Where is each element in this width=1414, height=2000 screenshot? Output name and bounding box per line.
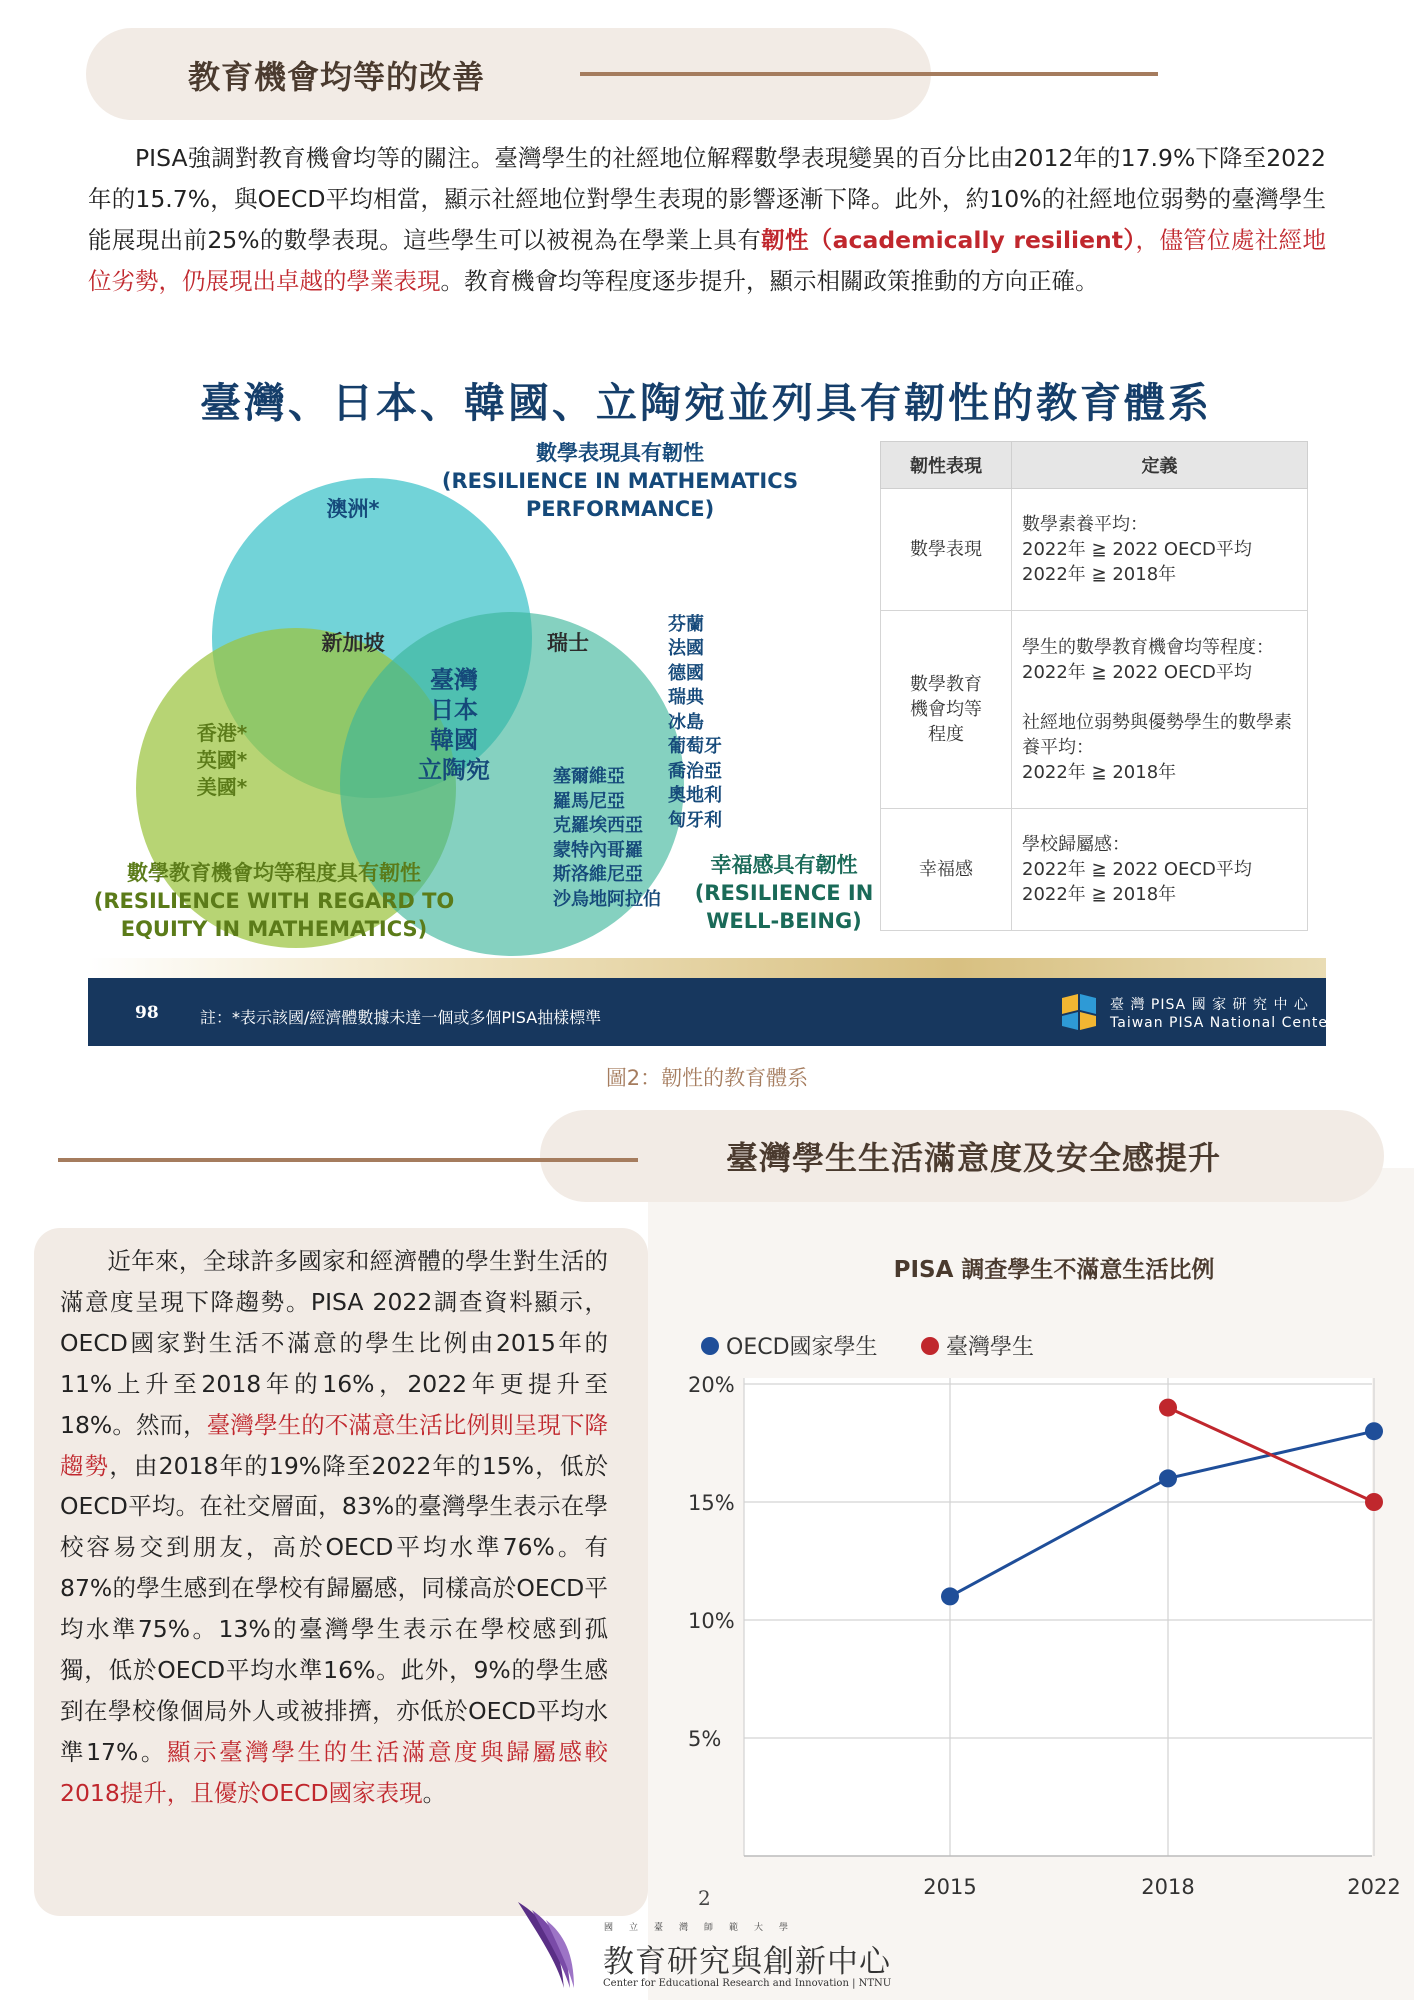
math-label-en2: PERFORMANCE) <box>525 497 715 521</box>
table-row <box>881 809 1308 931</box>
body-text-1: 近年來，全球許多國家和經濟體的學生對生活的滿意度呈現下降趨勢。PISA 2022調查資料顯示，OECD國家對生活不滿意的學生比例由2015年的11%上升至2018年的16%，2022年更提升至18%。然而， <box>60 1247 608 1439</box>
venn-diagram <box>88 428 878 958</box>
page-number: 2 <box>698 1886 711 1910</box>
country-sweden: 瑞典 <box>668 687 704 708</box>
country-uk: 英國* <box>196 748 248 772</box>
wellbeing-label-en2: WELL-BEING) <box>706 909 862 933</box>
legend-label: 臺灣學生 <box>946 1335 1035 1360</box>
country-croatia: 克羅埃西亞 <box>553 815 643 836</box>
dissatisfaction-line-chart <box>648 1240 1414 1900</box>
legend-label: OECD國家學生 <box>726 1335 878 1360</box>
infographic-gold-bar <box>88 958 1326 978</box>
wellbeing-label-en1: (RESILIENCE IN <box>694 881 874 905</box>
country-iceland: 冰島 <box>668 712 704 733</box>
equity-label-en2: EQUITY IN MATHEMATICS) <box>120 917 428 941</box>
infographic-page-number: 98 <box>135 1003 159 1023</box>
table-header-definition: 定義 <box>1012 442 1308 489</box>
x-tick-label: 2022 <box>1347 1875 1401 1899</box>
body-text-2: ，由2018年的19%降至2022年的15%，低於OECD平均。在社交層面，83%的臺灣學生表示在學校容易交到朋友，高於OECD平均水準76%。有87%的學生感到在學校有歸屬感，同樣高於OECD平均水準75%。13%的臺灣學生表示在學校感到孤獨，低於OECD平均水準16%。此外，9%的學生感到在學校像個局外人或被排擠，亦低於OECD平均水準17%。 <box>60 1451 609 1766</box>
ceri-wing-logo-icon <box>514 1900 598 1992</box>
equity-label-cn: 數學教育機會均等程度具有韌性 <box>127 861 421 885</box>
country-korea: 韓國 <box>430 726 478 754</box>
country-japan: 日本 <box>430 696 478 724</box>
country-slovenia: 斯洛維尼亞 <box>553 864 643 885</box>
section1-title: 教育機會均等的改善 <box>188 58 486 96</box>
table-row <box>881 489 1308 611</box>
intro-highlight: ，儘管位處社經地位劣勢，仍展現出卓越的學業表現 <box>88 226 1327 295</box>
body-highlight-2: 顯示臺灣學生的生活滿意度與歸屬感較2018提升，且優於OECD國家表現 <box>60 1737 609 1807</box>
intro-text-2: 。教育機會均等程度逐步提升，顯示相關政策推動的方向正確。 <box>440 267 1099 295</box>
ceri-university-name: 國立臺灣師範大學 <box>604 1923 805 1933</box>
infographic-footnote: 註：*表示該國/經濟體數據未達一個或多個PISA抽樣標準 <box>200 1008 602 1027</box>
pisa-center-name-cn: 臺 灣 PISA 國 家 研 究 中 心 <box>1110 997 1309 1013</box>
table-cell-definition: 學校歸屬感： 2022年 ≧ 2022 OECD平均 2022年 ≧ 2018年 <box>1012 809 1308 931</box>
country-saudi-arabia: 沙烏地阿拉伯 <box>553 889 661 910</box>
legend-marker <box>701 1337 719 1355</box>
country-france: 法國 <box>668 638 704 659</box>
section1-divider <box>580 72 1158 76</box>
country-austria: 奧地利 <box>668 785 722 806</box>
pisa-center-logo-icon <box>1056 990 1102 1036</box>
resilience-definition-table <box>880 441 1308 931</box>
pisa-center-name <box>1110 996 1335 1032</box>
country-finland: 芬蘭 <box>668 614 704 635</box>
data-point <box>1159 1399 1177 1417</box>
country-australia: 澳洲* <box>326 497 380 521</box>
table-cell-definition: 學生的數學教育機會均等程度： 2022年 ≧ 2022 OECD平均 社經地位弱勢與優勢學生的數學素養平均： 2022年 ≧ 2018年 <box>1012 611 1308 809</box>
math-label-cn: 數學表現具有韌性 <box>536 441 704 465</box>
country-portugal: 葡萄牙 <box>668 736 722 757</box>
pisa-center-name-en: Taiwan PISA National Center <box>1110 1015 1335 1031</box>
equity-label-en1: (RESILIENCE WITH REGARD TO <box>93 889 455 913</box>
table-cell-category: 數學表現 <box>881 489 1012 611</box>
body-text-3: 。 <box>422 1778 447 1807</box>
section2-divider <box>58 1158 638 1162</box>
y-tick-label: 10% <box>688 1609 735 1633</box>
legend-marker <box>921 1337 939 1355</box>
x-tick-label: 2015 <box>923 1875 977 1899</box>
y-tick-label: 5% <box>688 1727 722 1751</box>
country-montenegro: 蒙特內哥羅 <box>553 840 643 861</box>
country-romania: 羅馬尼亞 <box>553 791 625 812</box>
country-germany: 德國 <box>668 663 704 684</box>
country-lithuania: 立陶宛 <box>418 756 490 784</box>
ceri-name-en: Center for Educational Research and Innovation | NTNU <box>603 1978 892 1989</box>
y-tick-label: 20% <box>688 1373 735 1397</box>
section1-intro <box>88 138 1326 302</box>
table-cell-category: 數學教育 機會均等 程度 <box>881 611 1012 809</box>
country-taiwan: 臺灣 <box>430 666 478 694</box>
intro-highlight-bold: 韌性（academically resilient） <box>761 226 1136 254</box>
chart-legend <box>701 1335 1034 1360</box>
country-singapore: 新加坡 <box>321 631 385 655</box>
table-row <box>881 611 1308 809</box>
chart-title: PISA 調查學生不滿意生活比例 <box>893 1257 1215 1283</box>
data-point <box>1365 1493 1383 1511</box>
x-tick-label: 2018 <box>1141 1875 1195 1899</box>
wellbeing-label-cn: 幸福感具有韌性 <box>710 853 858 877</box>
section2-title: 臺灣學生生活滿意度及安全感提升 <box>726 1139 1222 1177</box>
ceri-name-cn: 教育研究與創新中心 <box>603 1944 891 1980</box>
table-cell-category: 幸福感 <box>881 809 1012 931</box>
data-point <box>1365 1422 1383 1440</box>
data-point <box>1159 1469 1177 1487</box>
table-header-category: 韌性表現 <box>881 442 1012 489</box>
country-usa: 美國* <box>196 775 248 799</box>
infographic-title: 臺灣、日本、韓國、立陶宛並列具有韌性的教育體系 <box>200 379 1212 427</box>
country-georgia: 喬治亞 <box>668 761 722 782</box>
country-switzerland: 瑞士 <box>547 631 589 655</box>
math-label-en1: (RESILIENCE IN MATHEMATICS <box>441 469 799 493</box>
body-highlight-1: 臺灣學生的不滿意生活比例則呈現下降趨勢 <box>60 1410 609 1480</box>
country-serbia: 塞爾維亞 <box>553 766 625 787</box>
y-tick-label: 15% <box>688 1491 735 1515</box>
table-cell-definition: 數學素養平均： 2022年 ≧ 2022 OECD平均 2022年 ≧ 2018年 <box>1012 489 1308 611</box>
section2-body <box>60 1241 608 1814</box>
chart-grid <box>688 1373 1401 1899</box>
country-hungary: 匈牙利 <box>668 810 722 831</box>
country-hongkong: 香港* <box>196 721 248 745</box>
data-point <box>941 1587 959 1605</box>
table-header-row <box>881 442 1308 489</box>
intro-text-1: PISA強調對教育機會均等的關注。臺灣學生的社經地位解釋數學表現變異的百分比由2012年的17.9%下降至2022年的15.7%，與OECD平均相當，顯示社經地位對學生表現的影響逐漸下降。此外，約10%的社經地位弱勢的臺灣學生能展現出前25%的數學表現。這些學生可以被視為在學業上具有 <box>88 144 1326 254</box>
plot-area <box>744 1378 1372 1856</box>
figure-caption: 圖2：韌性的教育體系 <box>605 1066 809 1090</box>
